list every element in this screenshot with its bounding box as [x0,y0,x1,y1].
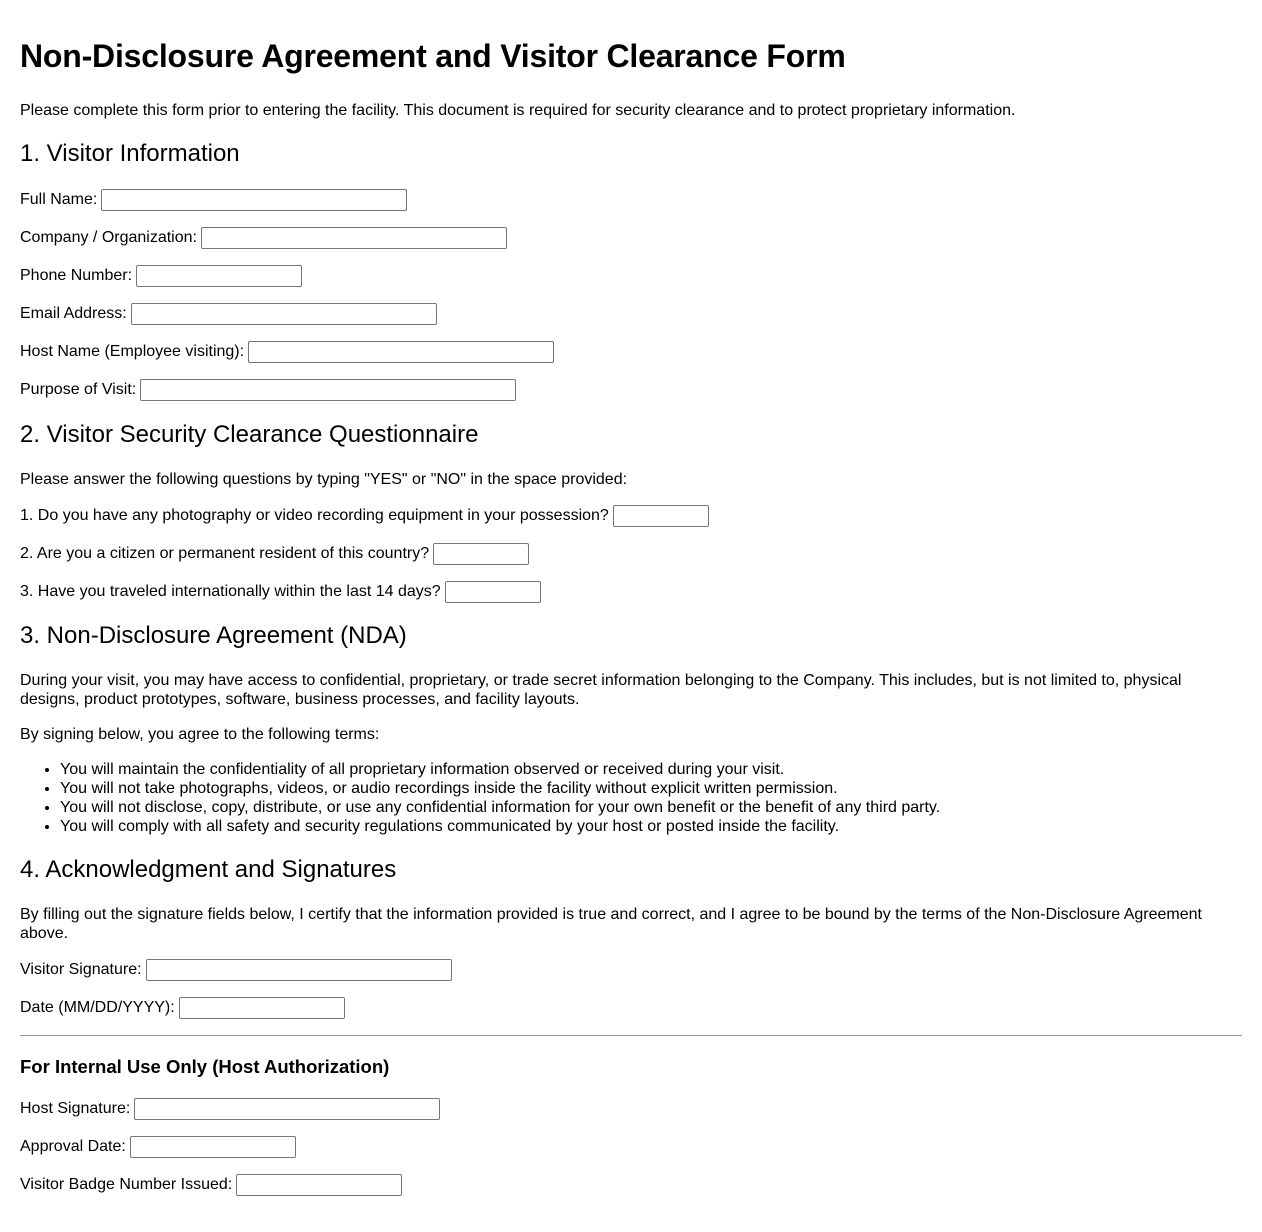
page-title: Non-Disclosure Agreement and Visitor Clearance Form [20,38,846,74]
approval-date-row [20,1135,296,1158]
question-recording-label: 1. Do you have any photography or video recording equipment in your possession? [20,506,609,524]
section-acknowledgment-heading: 4. Acknowledgment and Signatures [20,856,397,883]
section-security-questionnaire-heading: 2. Visitor Security Clearance Questionnaire [20,421,479,448]
nda-term-item: • You will comply with all safety and security regulations communicated by your host or posted inside the facility. [60,817,940,836]
host-signature-row [20,1097,440,1120]
approval-date-input[interactable] [130,1136,296,1158]
question-travel-input[interactable] [445,581,541,603]
full-name-row [20,188,407,211]
question-citizen-row [20,542,529,565]
company-input[interactable] [201,227,507,249]
question-travel-label: 3. Have you traveled internationally within the last 14 days? [20,582,441,600]
nda-term-item: • You will maintain the confidentiality of all proprietary information observed or received during your visit. [60,760,940,779]
purpose-label: Purpose of Visit: [20,380,137,398]
host-signature-input[interactable] [134,1098,440,1120]
visitor-date-input[interactable] [179,997,345,1019]
section-visitor-information-heading: 1. Visitor Information [20,140,240,167]
visitor-date-row [20,996,345,1019]
approval-date-label: Approval Date: [20,1137,126,1155]
nda-terms-intro: By signing below, you agree to the following terms: [20,726,380,743]
phone-input[interactable] [136,265,302,287]
section-divider [20,1035,1242,1036]
host-name-label: Host Name (Employee visiting): [20,342,245,360]
phone-label: Phone Number: [20,266,133,284]
nda-paragraph: During your visit, you may have access to confidential, proprietary, or trade secret information belonging to the Company. This includes, but is not limited to, physical designs, product prototypes, software, business processes, and facility layouts. [20,672,1182,708]
intro-text: Please complete this form prior to entering the facility. This document is required for security clearance and to protect proprietary information. [20,102,1016,119]
internal-use-heading: For Internal Use Only (Host Authorization) [20,1056,390,1077]
purpose-row [20,378,516,401]
nda-term-item: • You will not take photographs, videos, or audio recordings inside the facility without explicit written permission. [60,779,940,798]
question-recording-input[interactable] [613,505,709,527]
questionnaire-instructions: Please answer the following questions by typing "YES" or "NO" in the space provided: [20,471,628,488]
visitor-signature-input[interactable] [146,959,452,981]
nda-terms-list [20,760,940,836]
company-row [20,226,507,249]
nda-term-item: • You will not disclose, copy, distribute, or use any confidential information for your own benefit or the benefit of any third party. [60,798,940,817]
company-label: Company / Organization: [20,228,197,246]
host-name-input[interactable] [248,341,554,363]
visitor-signature-label: Visitor Signature: [20,960,142,978]
purpose-input[interactable] [140,379,516,401]
badge-number-input[interactable] [236,1174,402,1196]
visitor-signature-row [20,958,452,981]
badge-number-row [20,1173,402,1196]
visitor-date-label: Date (MM/DD/YYYY): [20,998,175,1016]
email-input[interactable] [131,303,437,325]
question-recording-row [20,504,709,527]
host-name-row [20,340,554,363]
section-nda-heading: 3. Non-Disclosure Agreement (NDA) [20,622,407,649]
host-signature-label: Host Signature: [20,1099,131,1117]
phone-row [20,264,302,287]
badge-number-label: Visitor Badge Number Issued: [20,1175,233,1193]
question-citizen-label: 2. Are you a citizen or permanent resident of this country? [20,544,430,562]
full-name-label: Full Name: [20,190,98,208]
full-name-input[interactable] [101,189,407,211]
question-travel-row [20,580,541,603]
acknowledgment-paragraph: By filling out the signature fields below, I certify that the information provided is true and correct, and I agree to be bound by the terms of the Non-Disclosure Agreement above. [20,906,1202,942]
email-row [20,302,437,325]
question-citizen-input[interactable] [433,543,529,565]
email-label: Email Address: [20,304,127,322]
